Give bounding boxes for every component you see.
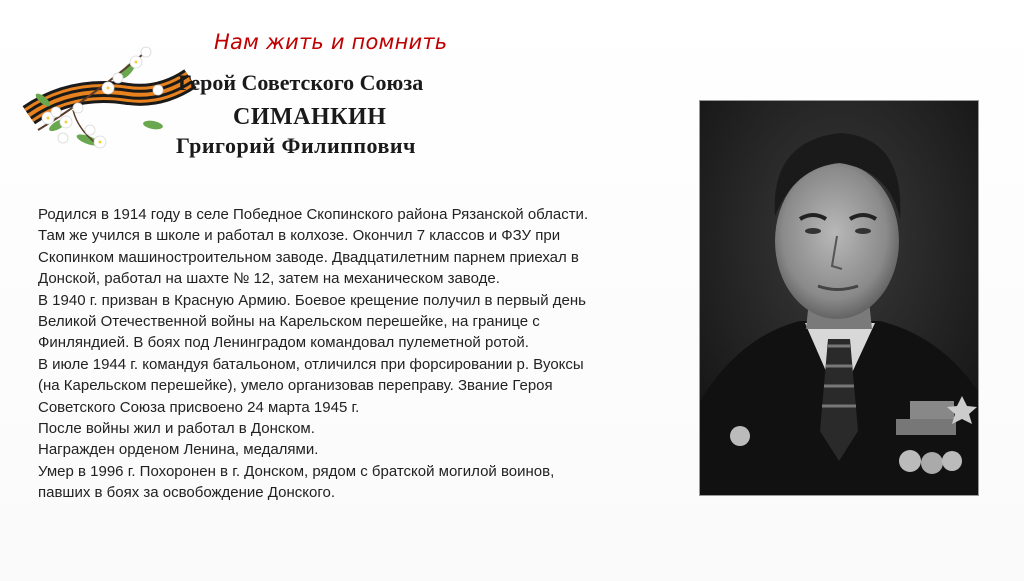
- bio-line: Донской, работал на шахте № 12, затем на механическом заводе.: [38, 270, 500, 288]
- bio-line: Умер в 1996 г. Похоронен в г. Донском, рядом с братской могилой воинов,: [38, 462, 555, 480]
- bio-line: Финляндией. В боях под Ленинградом командовал пулеметной ротой.: [38, 334, 529, 352]
- portrait-silhouette: [700, 101, 978, 495]
- bio-line: В 1940 г. призван в Красную Армию. Боевое крещение получил в первый день: [38, 291, 586, 309]
- st-george-ribbon-icon: [18, 30, 198, 160]
- bio-line: Там же учился в школе и работал в колхозе. Окончил 7 классов и ФЗУ при: [38, 227, 561, 245]
- bio-line: павших в боях за освобождение Донского.: [38, 484, 335, 502]
- bio-line: Великой Отечественной войны на Карельском перешейке, на границе с: [38, 313, 540, 331]
- portrait-photo: [700, 101, 978, 495]
- bio-line: (на Карельском перешейке), умело организовав переправу. Звание Героя: [38, 377, 553, 395]
- person-given-names: Григорий Филиппович: [176, 133, 416, 158]
- person-surname: СИМАНКИН: [233, 104, 387, 130]
- bio-line: В июле 1944 г. командуя батальоном, отличился при форсировании р. Вуоксы: [38, 355, 584, 373]
- biography-text: [38, 204, 688, 504]
- bio-line: После войны жил и работал в Донском.: [38, 420, 315, 438]
- bio-line: Награжден орденом Ленина, медалями.: [38, 441, 319, 459]
- hero-title: Герой Советского Союза: [178, 70, 424, 95]
- bio-line: Советского Союза присвоено 24 марта 1945 г.: [38, 398, 360, 416]
- motto-heading: Нам жить и помнить: [214, 30, 448, 54]
- bio-line: Родился в 1914 году в селе Победное Скопинского района Рязанской области.: [38, 206, 589, 223]
- bio-line: Скопинком машиностроительном заводе. Двадцатилетним парнем приехал в: [38, 248, 579, 266]
